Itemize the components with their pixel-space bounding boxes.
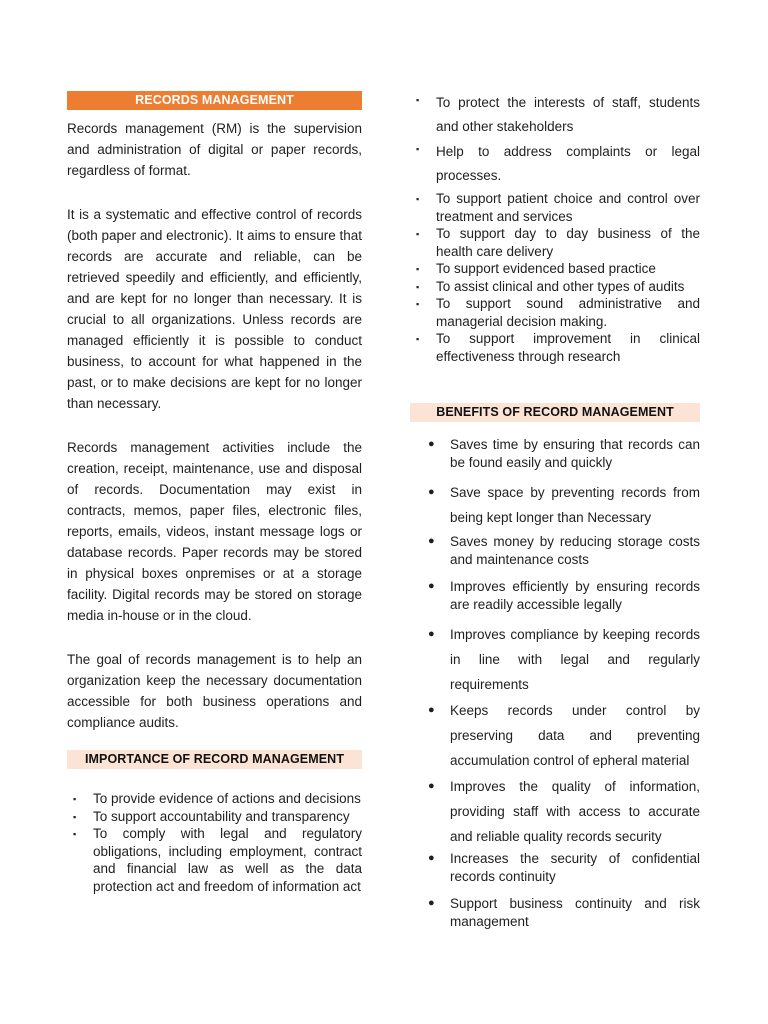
square-bullet-icon: ▪ bbox=[416, 144, 420, 154]
list-item bbox=[410, 480, 700, 530]
list-item-text: Increases the security of confidential records continuity bbox=[450, 851, 700, 884]
list-item-text: Support business continuity and risk management bbox=[450, 896, 700, 929]
square-bullet-icon: ▪ bbox=[416, 299, 420, 309]
square-bullet-icon: ▪ bbox=[416, 194, 420, 204]
list-item-text: To assist clinical and other types of audits bbox=[436, 278, 685, 294]
round-bullet-icon: ● bbox=[428, 438, 435, 450]
list-item bbox=[410, 533, 700, 568]
list-item bbox=[67, 808, 362, 826]
square-bullet-icon: ▪ bbox=[416, 334, 420, 344]
list-item-text: To comply with legal and regulatory obligations, including employment, contract and financial law as well as the data protection act and freedom of information act bbox=[93, 826, 362, 894]
square-bullet-icon: ▪ bbox=[73, 829, 77, 839]
list-item bbox=[410, 578, 700, 613]
list-item bbox=[410, 190, 700, 225]
list-item-text: Saves money by reducing storage costs and maintenance costs bbox=[450, 534, 700, 567]
list-item-text: Save space by preventing records from being kept longer than Necessary bbox=[450, 485, 700, 525]
importance-heading: IMPORTANCE OF RECORD MANAGEMENT bbox=[67, 750, 362, 769]
list-item bbox=[410, 850, 700, 885]
round-bullet-icon: ● bbox=[428, 780, 435, 792]
list-item bbox=[67, 825, 362, 895]
list-item-text: To support patient choice and control over treatment and services bbox=[436, 191, 700, 224]
round-bullet-icon: ● bbox=[428, 580, 435, 592]
list-item bbox=[410, 225, 700, 260]
round-bullet-icon: ● bbox=[428, 852, 435, 864]
square-bullet-icon: ▪ bbox=[416, 264, 420, 274]
left-column bbox=[67, 91, 362, 895]
list-item bbox=[67, 790, 362, 808]
square-bullet-icon: ▪ bbox=[416, 281, 420, 292]
goal-paragraph: The goal of records management is to help an organization keep the necessary documentation accessible for both business operations and compliance audits. bbox=[67, 652, 362, 730]
importance-list-left bbox=[67, 790, 362, 895]
round-bullet-icon: ● bbox=[428, 628, 435, 640]
activities-paragraph: Records management activities include the creation, receipt, maintenance, use and disposal of records. Documentation may exist in contracts, memos, paper files, electronic files, reports, emails, videos, instant message logs or database records. Paper records may be stored in physical boxes onpremises or at a storage facility. Digital records may be stored on storage media in-house or in the cloud. bbox=[67, 440, 362, 623]
list-item-text: Improves efficiently by ensuring records are readily accessible legally bbox=[450, 579, 700, 612]
square-bullet-icon: ▪ bbox=[416, 95, 420, 105]
square-bullet-icon: ▪ bbox=[73, 811, 77, 822]
list-item bbox=[410, 895, 700, 930]
list-item bbox=[410, 91, 700, 139]
systematic-control-paragraph: It is a systematic and effective control of records (both paper and electronic). It aims to ensure that records are accurate and reliable, can be retrieved speedily and efficiently, and efficiently, and are kept for no longer than necessary. It is crucial to all organizations. Unless records are managed efficiently it is possible to conduct business, to account for what happened in the past, or to make decisions are kept for no longer than necessary. bbox=[67, 207, 362, 411]
benefits-heading: BENEFITS OF RECORD MANAGEMENT bbox=[410, 403, 700, 422]
list-item bbox=[410, 278, 700, 296]
list-item-text: Help to address complaints or legal processes. bbox=[436, 144, 700, 183]
square-bullet-icon: ▪ bbox=[73, 794, 77, 804]
intro-paragraph: Records management (RM) is the supervision and administration of digital or paper records, regardless of format. bbox=[67, 121, 362, 178]
round-bullet-icon: ● bbox=[428, 704, 435, 716]
round-bullet-icon: ● bbox=[428, 535, 435, 547]
list-item-text: To support evidenced based practice bbox=[436, 261, 656, 276]
list-item-text: To provide evidence of actions and decisions bbox=[93, 791, 361, 806]
list-item bbox=[410, 295, 700, 330]
list-item-text: To support day to day business of the health care delivery bbox=[436, 226, 700, 259]
square-bullet-icon: ▪ bbox=[416, 229, 420, 239]
list-item-text: Keeps records under control by preserving data and preventing accumulation control of epheral material bbox=[450, 703, 700, 768]
records-management-heading: RECORDS MANAGEMENT bbox=[67, 91, 362, 110]
list-item-text: Improves the quality of information, providing staff with access to accurate and reliable quality records security bbox=[450, 779, 700, 844]
list-item-text: To support accountability and transparency bbox=[93, 808, 350, 824]
list-item bbox=[410, 330, 700, 365]
benefits-list bbox=[410, 436, 700, 930]
list-item-text: Saves time by ensuring that records can be found easily and quickly bbox=[450, 437, 700, 470]
list-item-text: To support sound administrative and managerial decision making. bbox=[436, 296, 700, 329]
right-column bbox=[410, 91, 700, 930]
list-item bbox=[410, 260, 700, 278]
list-item bbox=[410, 622, 700, 697]
list-item bbox=[410, 436, 700, 471]
list-item-text: To protect the interests of staff, students and other stakeholders bbox=[436, 95, 700, 134]
list-item-text: To support improvement in clinical effectiveness through research bbox=[436, 331, 700, 364]
importance-list-right bbox=[410, 91, 700, 365]
list-item bbox=[410, 140, 700, 188]
round-bullet-icon: ● bbox=[428, 486, 435, 498]
list-item bbox=[410, 774, 700, 849]
list-item-text: Improves compliance by keeping records in line with legal and regularly requirements bbox=[450, 627, 700, 692]
round-bullet-icon: ● bbox=[428, 897, 435, 909]
list-item bbox=[410, 698, 700, 773]
